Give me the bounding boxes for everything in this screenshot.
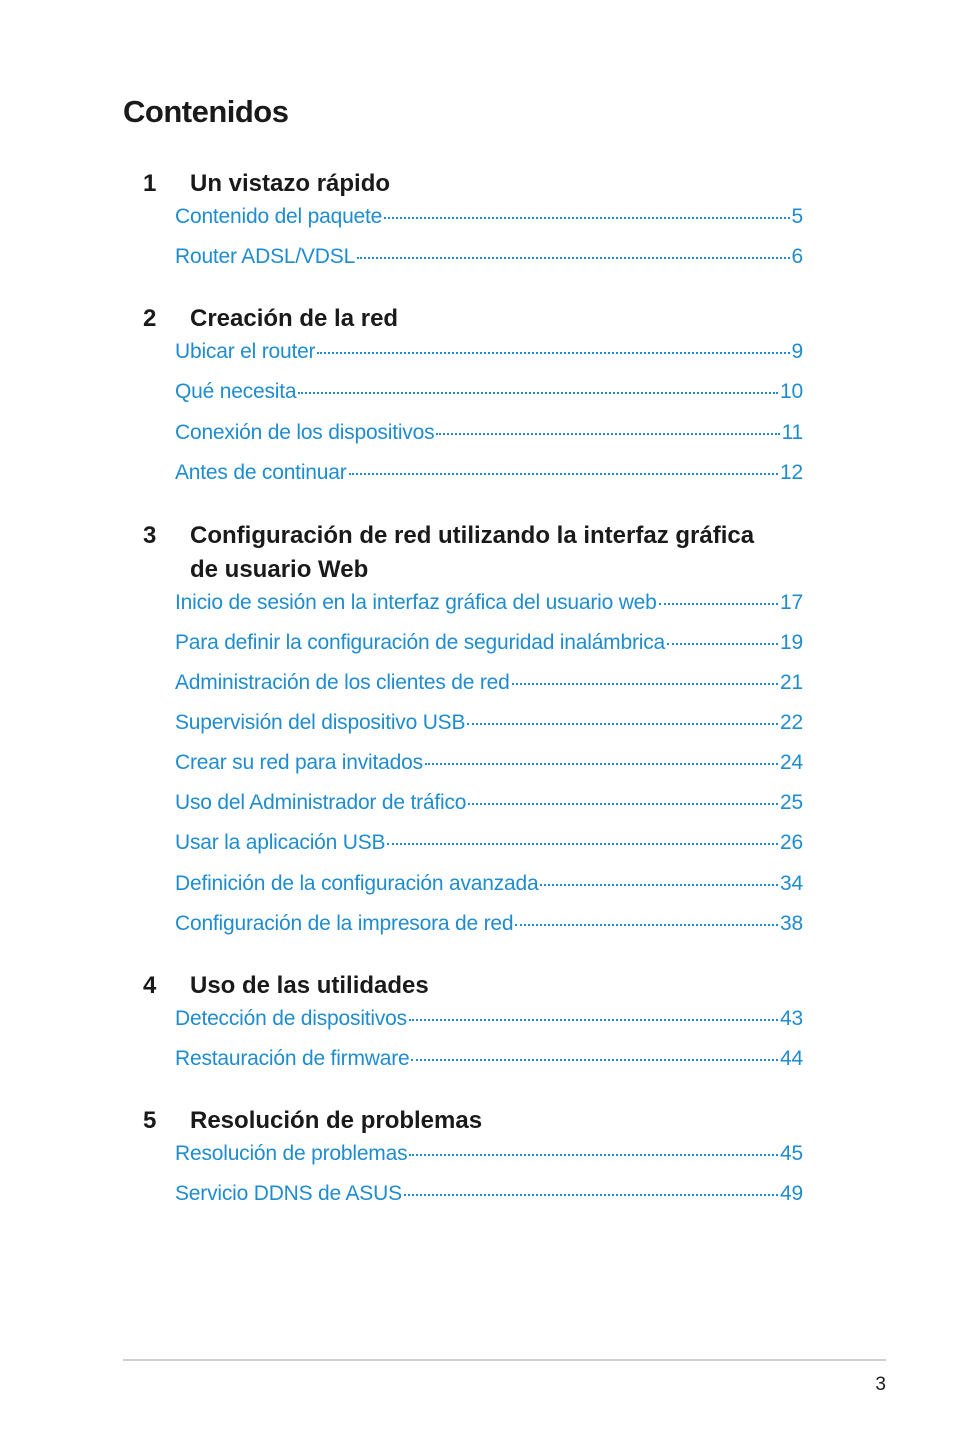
- section-title: Un vistazo rápido: [190, 170, 391, 197]
- section-title: Resolución de problemas: [190, 1107, 483, 1134]
- dot-leader: [409, 1153, 778, 1156]
- toc-entry-label: Configuración de la impresora de red: [175, 912, 514, 935]
- dot-leader: [411, 1058, 778, 1061]
- toc-entry-page: 17: [780, 591, 803, 614]
- dot-leader: [512, 682, 778, 685]
- toc-entry[interactable]: [175, 791, 803, 815]
- toc-entry-page: 10: [780, 380, 803, 403]
- section-number: 4: [143, 972, 157, 999]
- toc-entry[interactable]: [175, 380, 803, 404]
- dot-leader: [467, 722, 778, 725]
- dot-leader: [317, 351, 789, 354]
- dot-leader: [436, 432, 779, 435]
- toc-entry[interactable]: [175, 831, 803, 855]
- toc-entry-label: Ubicar el router: [175, 340, 316, 363]
- toc-entry[interactable]: [175, 872, 803, 896]
- toc-entry[interactable]: [175, 461, 803, 485]
- toc-entry-label: Resolución de problemas: [175, 1142, 408, 1165]
- dot-leader: [409, 1018, 778, 1021]
- toc-entry-page: 22: [780, 711, 803, 734]
- dot-leader: [404, 1193, 778, 1196]
- toc-entry-label: Conexión de los dispositivos: [175, 421, 435, 444]
- section-title: Creación de la red: [190, 305, 399, 332]
- section-number: 3: [143, 522, 157, 549]
- toc-entry-page: 43: [780, 1007, 803, 1030]
- toc-entry[interactable]: [175, 245, 803, 269]
- toc-entry[interactable]: [175, 340, 803, 364]
- toc-entry-page: 19: [780, 631, 803, 654]
- toc-entry[interactable]: [175, 1047, 803, 1071]
- dot-leader: [468, 802, 778, 805]
- dot-leader: [349, 472, 779, 475]
- toc-entry[interactable]: [175, 591, 803, 615]
- section-title: Uso de las utilidades: [190, 972, 429, 999]
- toc-entry[interactable]: [175, 1182, 803, 1206]
- toc-entry-label: Crear su red para invitados: [175, 751, 423, 774]
- section-number: 2: [143, 305, 157, 332]
- toc-entry-page: 38: [780, 912, 803, 935]
- toc-entry-label: Uso del Administrador de tráfico: [175, 791, 467, 814]
- toc-entry-page: 9: [791, 340, 803, 363]
- dot-leader: [540, 883, 778, 886]
- toc-entry-page: 26: [780, 831, 803, 854]
- toc-entry[interactable]: [175, 711, 803, 735]
- toc-entry-label: Usar la aplicación USB: [175, 831, 386, 854]
- toc-entry-page: 11: [781, 421, 803, 444]
- page-number: 3: [875, 1374, 886, 1395]
- dot-leader: [515, 923, 778, 926]
- toc-entry-page: 44: [780, 1047, 803, 1070]
- toc-entry[interactable]: [175, 1007, 803, 1031]
- dot-leader: [425, 762, 778, 765]
- dot-leader: [357, 256, 789, 259]
- toc-entry-page: 49: [780, 1182, 803, 1205]
- toc-entry-label: Supervisión del dispositivo USB: [175, 711, 466, 734]
- toc-entry[interactable]: [175, 631, 803, 655]
- toc-entry-page: 12: [780, 461, 803, 484]
- section-title: Configuración de red utilizando la interfaz gráfica de usuario Web: [190, 522, 755, 583]
- toc-entry[interactable]: [175, 751, 803, 775]
- toc-entry-label: Inicio de sesión en la interfaz gráfica del usuario web: [175, 591, 657, 614]
- footer-divider: [123, 1359, 886, 1361]
- section-heading-3: [143, 519, 783, 587]
- toc-entry-page: 24: [780, 751, 803, 774]
- toc-entry[interactable]: [175, 912, 803, 936]
- toc-entry-label: Servicio DDNS de ASUS: [175, 1182, 402, 1205]
- dot-leader: [667, 642, 778, 645]
- section-number: 5: [143, 1107, 157, 1134]
- dot-leader: [387, 842, 778, 845]
- section-number: 1: [143, 170, 157, 197]
- toc-entry-label: Detección de dispositivos: [175, 1007, 407, 1030]
- toc-entry[interactable]: [175, 205, 803, 229]
- toc-entry-label: Contenido del paquete: [175, 205, 383, 228]
- section-heading-1: [143, 167, 783, 201]
- toc-entry-label: Para definir la configuración de seguridad inalámbrica: [175, 631, 665, 654]
- page-title: Contenidos: [123, 94, 289, 129]
- toc-entry-page: 5: [791, 205, 803, 228]
- toc-entry-page: 45: [780, 1142, 803, 1165]
- toc-entry-page: 21: [780, 671, 803, 694]
- dot-leader: [384, 216, 789, 219]
- dot-leader: [298, 391, 778, 394]
- toc-entry-label: Qué necesita: [175, 380, 297, 403]
- toc-entry-label: Antes de continuar: [175, 461, 347, 484]
- toc-entry-label: Administración de los clientes de red: [175, 671, 510, 694]
- toc-entry-page: 6: [791, 245, 803, 268]
- section-heading-5: [143, 1104, 783, 1138]
- toc-entry-label: Router ADSL/VDSL: [175, 245, 356, 268]
- toc-entry-label: Definición de la configuración avanzada: [175, 872, 539, 895]
- toc-entry-page: 34: [780, 872, 803, 895]
- section-heading-2: [143, 302, 783, 336]
- section-heading-4: [143, 969, 783, 1003]
- toc-entry-page: 25: [780, 791, 803, 814]
- toc-entry-label: Restauración de firmware: [175, 1047, 410, 1070]
- dot-leader: [659, 602, 778, 605]
- toc-entry[interactable]: [175, 671, 803, 695]
- toc-entry[interactable]: [175, 1142, 803, 1166]
- toc-entry[interactable]: [175, 421, 803, 445]
